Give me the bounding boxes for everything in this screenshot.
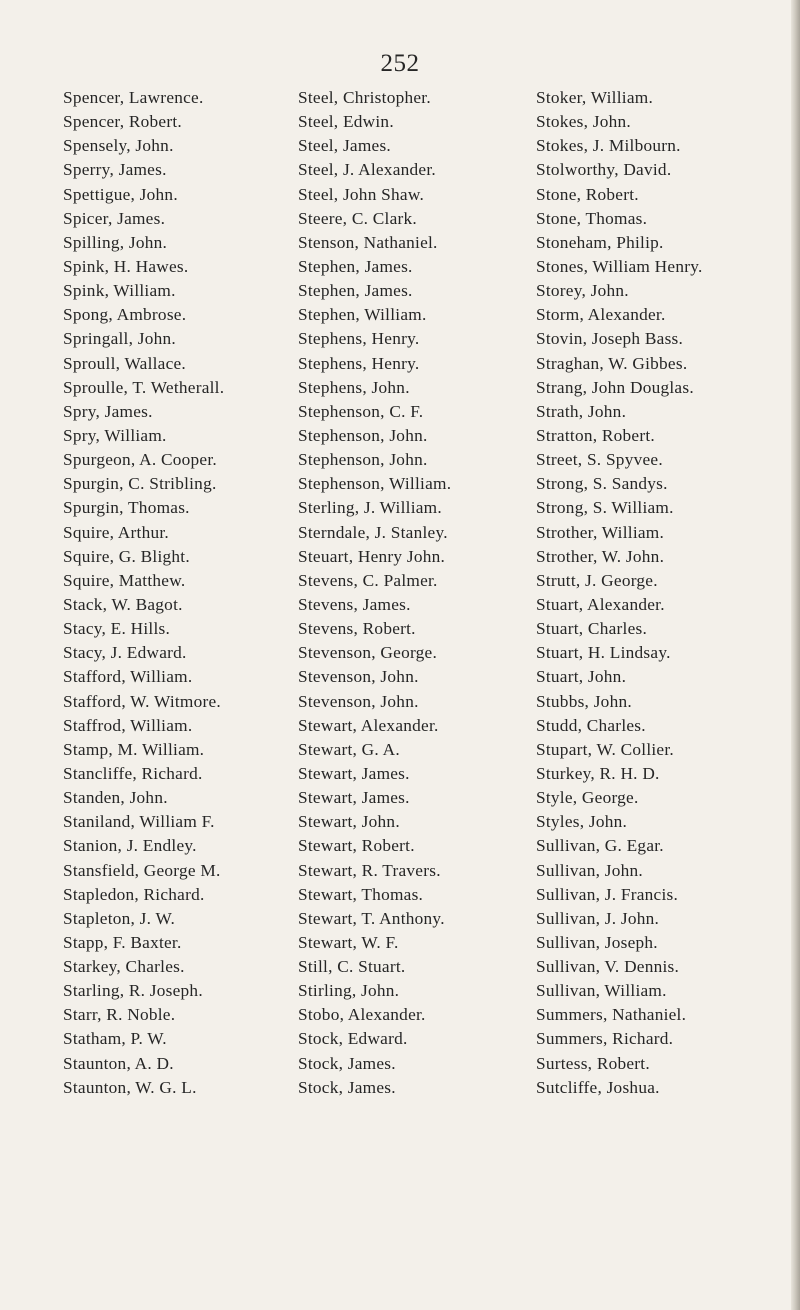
name-entry: Squire, Arthur.	[63, 522, 169, 542]
name-entry: Storm, Alexander.	[536, 305, 666, 325]
name-entry: Spink, William.	[63, 281, 176, 301]
name-entry: Still, C. Stuart.	[298, 957, 406, 977]
name-entry: Stoneham, Philip.	[536, 232, 664, 252]
name-entry: Stenson, Nathaniel.	[298, 232, 438, 252]
name-entry: Sproulle, T. Wetherall.	[63, 377, 225, 397]
name-entry: Stacy, J. Edward.	[63, 643, 187, 663]
name-entry: Stock, Edward.	[298, 1029, 408, 1049]
name-entry: Stancliffe, Richard.	[63, 763, 203, 783]
name-entry: Stones, William Henry.	[536, 256, 703, 276]
name-column-3	[536, 86, 703, 1100]
name-entry: Styles, John.	[536, 812, 628, 832]
name-entry: Sproull, Wallace.	[63, 353, 186, 373]
name-entry: Steel, Edwin.	[298, 112, 394, 132]
name-entry: Stock, James.	[298, 1053, 396, 1073]
name-entry: Summers, Nathaniel.	[536, 1005, 687, 1025]
name-entry: Stephenson, C. F.	[298, 401, 424, 421]
name-entry: Stewart, W. F.	[298, 932, 399, 952]
name-entry: Stacy, E. Hills.	[63, 619, 171, 639]
name-entry: Spurgin, Thomas.	[63, 498, 190, 518]
name-entry: Street, S. Spyvee.	[536, 450, 663, 470]
name-entry: Stokes, John.	[536, 112, 631, 132]
name-entry: Steel, James.	[298, 136, 391, 156]
name-entry: Spurgeon, A. Cooper.	[63, 450, 217, 470]
name-entry: Spencer, Lawrence.	[63, 88, 204, 107]
name-entry: Spicer, James.	[63, 208, 166, 228]
name-entry: Stapleton, J. W.	[63, 908, 176, 928]
name-entry: Starling, R. Joseph.	[63, 981, 203, 1001]
name-entry: Strutt, J. George.	[536, 570, 658, 590]
name-entry: Steere, C. Clark.	[298, 208, 417, 228]
name-entry: Stewart, James.	[298, 763, 410, 783]
name-entry: Strang, John Douglas.	[536, 377, 694, 397]
name-entry: Spry, William.	[63, 425, 167, 445]
name-entry: Stansfield, George M.	[63, 860, 221, 880]
name-entry: Staunton, A. D.	[63, 1053, 174, 1073]
name-entry: Stephen, James.	[298, 281, 413, 301]
name-entry: Stevenson, John.	[298, 667, 419, 687]
name-entry: Style, George.	[536, 788, 639, 808]
name-entry: Strong, S. Sandys.	[536, 474, 668, 494]
name-entry: Stolworthy, David.	[536, 160, 672, 180]
name-entry: Steel, J. Alexander.	[298, 160, 436, 180]
name-entry: Stone, Robert.	[536, 184, 639, 204]
name-entry: Stephens, Henry.	[298, 353, 420, 373]
name-entry: Squire, Matthew.	[63, 570, 186, 590]
name-entry: Stewart, T. Anthony.	[298, 908, 445, 928]
name-entry: Stephenson, John.	[298, 450, 428, 470]
name-entry: Stephen, James.	[298, 256, 413, 276]
name-entry: Spencer, Robert.	[63, 112, 182, 132]
name-entry: Steel, John Shaw.	[298, 184, 425, 204]
name-entry: Spry, James.	[63, 401, 153, 421]
name-entry: Sullivan, William.	[536, 981, 667, 1001]
name-entry: Stuart, H. Lindsay.	[536, 643, 671, 663]
name-entry: Stewart, Robert.	[298, 836, 415, 856]
name-entry: Stovin, Joseph Bass.	[536, 329, 684, 349]
name-column-1	[63, 86, 224, 1100]
name-entry: Stuart, Charles.	[536, 619, 648, 639]
name-entry: Sullivan, V. Dennis.	[536, 957, 680, 977]
name-entry: Stevens, C. Palmer.	[298, 570, 438, 590]
name-entry: Stock, James.	[298, 1077, 396, 1097]
name-entry: Spong, Ambrose.	[63, 305, 187, 325]
name-entry: Stewart, John.	[298, 812, 400, 832]
name-entry: Starr, R. Noble.	[63, 1005, 176, 1025]
name-entry: Strong, S. William.	[536, 498, 674, 518]
name-entry: Sullivan, G. Egar.	[536, 836, 664, 856]
page-edge	[791, 0, 800, 1310]
name-entry: Stapp, F. Baxter.	[63, 932, 182, 952]
name-entry: Sullivan, John.	[536, 860, 643, 880]
name-entry: Strath, John.	[536, 401, 627, 421]
name-entry: Stephens, Henry.	[298, 329, 420, 349]
name-entry: Sperry, James.	[63, 160, 167, 180]
name-entry: Sutcliffe, Joshua.	[536, 1077, 660, 1097]
page-number: 252	[380, 50, 420, 77]
name-entry: Stamp, M. William.	[63, 739, 205, 759]
name-entry: Summers, Richard.	[536, 1029, 674, 1049]
name-entry: Stirling, John.	[298, 981, 400, 1001]
name-entry: Stewart, R. Travers.	[298, 860, 441, 880]
name-entry: Stewart, G. A.	[298, 739, 400, 759]
name-entry: Sullivan, Joseph.	[536, 932, 658, 952]
name-entry: Sullivan, J. Francis.	[536, 884, 679, 904]
name-entry: Storey, John.	[536, 281, 629, 301]
name-entry: Stupart, W. Collier.	[536, 739, 674, 759]
name-entry: Stubbs, John.	[536, 691, 632, 711]
name-entry: Sullivan, J. John.	[536, 908, 660, 928]
name-entry: Sterndale, J. Stanley.	[298, 522, 448, 542]
name-entry: Stanion, J. Endley.	[63, 836, 197, 856]
name-entry: Stephens, John.	[298, 377, 410, 397]
name-entry: Surtess, Robert.	[536, 1053, 650, 1073]
name-entry: Stafford, William.	[63, 667, 193, 687]
name-entry: Stephenson, John.	[298, 425, 428, 445]
name-entry: Stewart, Thomas.	[298, 884, 424, 904]
name-entry: Stack, W. Bagot.	[63, 594, 183, 614]
name-entry: Straghan, W. Gibbes.	[536, 353, 688, 373]
name-entry: Stapledon, Richard.	[63, 884, 205, 904]
name-entry: Stephen, William.	[298, 305, 427, 325]
name-entry: Sterling, J. William.	[298, 498, 442, 518]
name-entry: Stobo, Alexander.	[298, 1005, 426, 1025]
name-entry: Strother, W. John.	[536, 546, 665, 566]
name-entry: Stoker, William.	[536, 88, 654, 107]
name-entry: Spurgin, C. Stribling.	[63, 474, 217, 494]
name-entry: Stewart, James.	[298, 788, 410, 808]
name-entry: Spink, H. Hawes.	[63, 256, 189, 276]
name-entry: Stuart, John.	[536, 667, 627, 687]
name-entry: Studd, Charles.	[536, 715, 646, 735]
name-entry: Stewart, Alexander.	[298, 715, 439, 735]
name-entry: Stafford, W. Witmore.	[63, 691, 221, 711]
name-entry: Staunton, W. G. L.	[63, 1077, 197, 1097]
name-entry: Stephenson, William.	[298, 474, 452, 494]
name-entry: Stevenson, John.	[298, 691, 419, 711]
name-entry: Starkey, Charles.	[63, 957, 185, 977]
name-entry: Statham, P. W.	[63, 1029, 167, 1049]
name-entry: Staniland, William F.	[63, 812, 215, 832]
name-column-2	[298, 86, 451, 1100]
name-entry: Springall, John.	[63, 329, 176, 349]
name-entry: Sturkey, R. H. D.	[536, 763, 660, 783]
name-entry: Spensely, John.	[63, 136, 174, 156]
name-entry: Strother, William.	[536, 522, 665, 542]
name-entry: Stokes, J. Milbourn.	[536, 136, 681, 156]
name-entry: Stevens, Robert.	[298, 619, 416, 639]
name-entry: Spettigue, John.	[63, 184, 178, 204]
name-entry: Squire, G. Blight.	[63, 546, 190, 566]
name-entry: Steel, Christopher.	[298, 88, 431, 107]
name-entry: Stuart, Alexander.	[536, 594, 665, 614]
name-entry: Steuart, Henry John.	[298, 546, 446, 566]
name-entry: Stevenson, George.	[298, 643, 438, 663]
name-entry: Spilling, John.	[63, 232, 168, 252]
name-entry: Stone, Thomas.	[536, 208, 648, 228]
name-entry: Staffrod, William.	[63, 715, 193, 735]
name-entry: Stratton, Robert.	[536, 425, 655, 445]
name-entry: Stevens, James.	[298, 594, 411, 614]
name-entry: Standen, John.	[63, 788, 168, 808]
